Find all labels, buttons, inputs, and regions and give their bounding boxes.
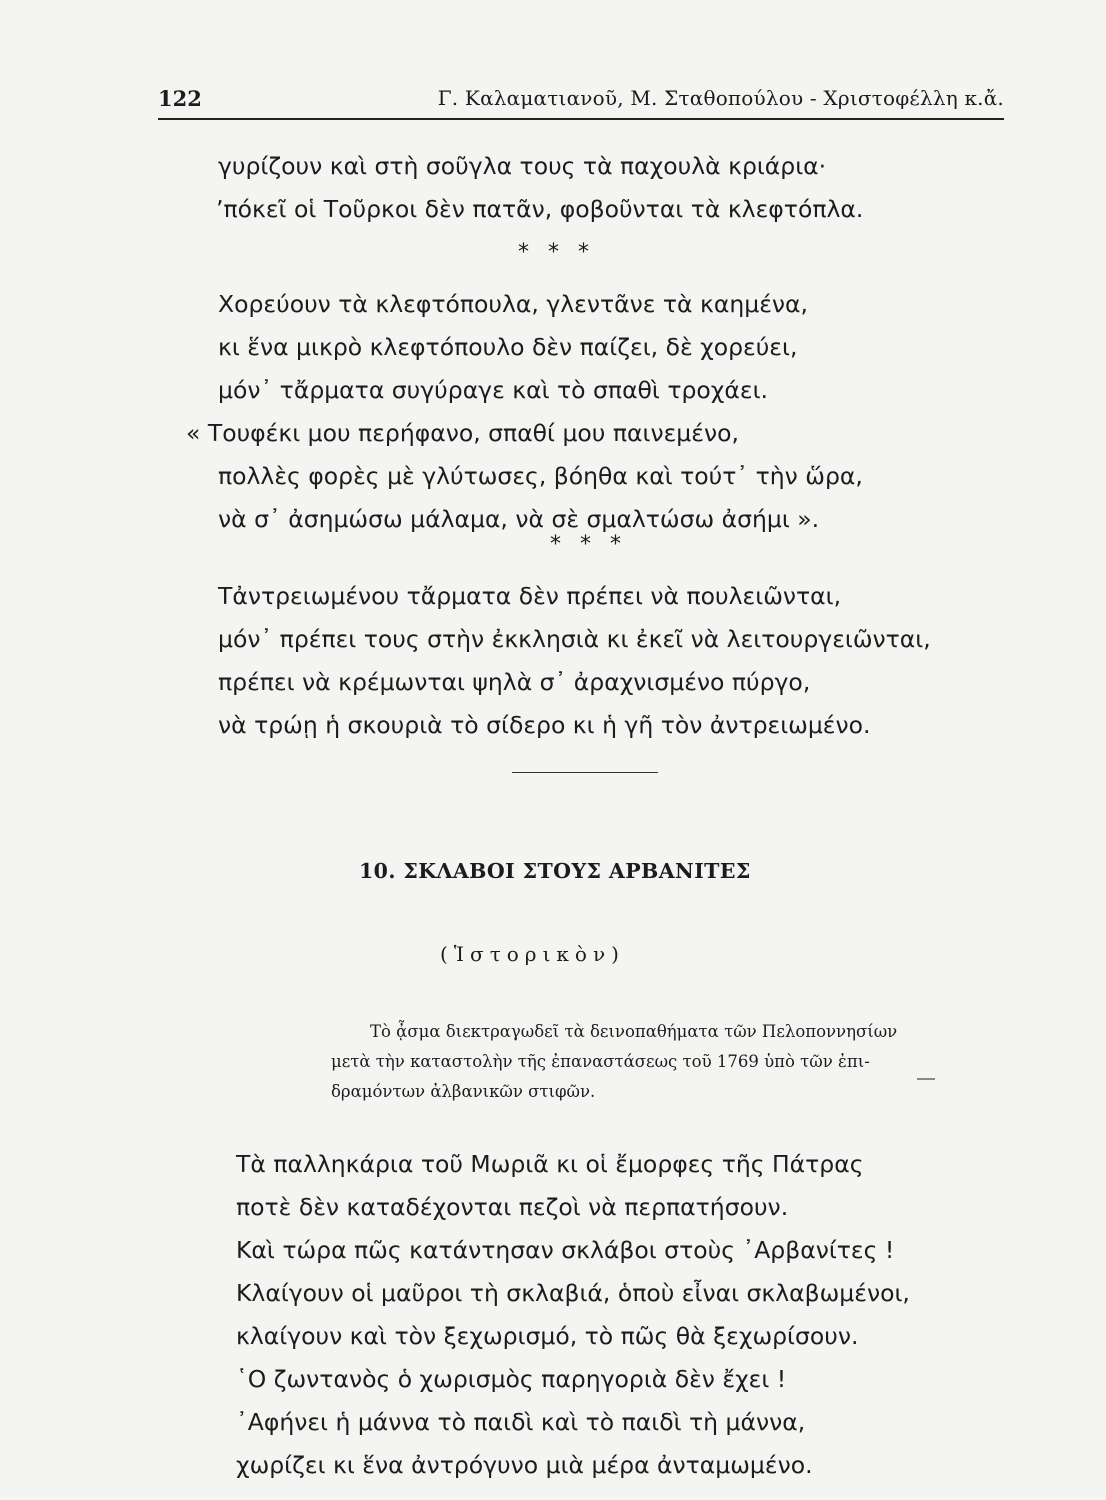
verse-line: ποτὲ δὲν καταδέχονται πεζοὶ νὰ περπατήσουν. [236, 1193, 789, 1221]
verse-line: Κλαίγουν οἱ μαῦροι τὴ σκλαβιά, ὁποὺ εἶναι σκλαβωμένοι, [236, 1279, 910, 1307]
verse-line: κλαίγουν καὶ τὸν ξεχωρισμό, τὸ πῶς θὰ ξεχωρίσουν. [236, 1322, 859, 1350]
note-line: μετὰ τὴν καταστολὴν τῆς ἐπαναστάσεως τοῦ 1769 ὑπὸ τῶν ἐπι- [331, 1052, 870, 1071]
verse-line: ᾿Αφήνει ἡ μάννα τὸ παιδὶ καὶ τὸ παιδὶ τὴ μάννα, [236, 1408, 806, 1436]
verse-line: « Τουφέκι μου περήφανο, σπαθί μου παινεμένο, [186, 419, 739, 447]
page-number: 122 [158, 86, 202, 111]
verse-line: Χορεύουν τὰ κλεφτόπουλα, γλεντᾶνε τὰ καημένα, [218, 290, 808, 318]
verse-line: ῾Ο ζωντανὸς ὁ χωρισμὸς παρηγοριὰ δὲν ἔχει ! [236, 1365, 787, 1393]
verse-line: νὰ τρώῃ ἡ σκουριὰ τὸ σίδερο κι ἡ γῆ τὸν ἀντρειωμένο. [218, 711, 871, 739]
verse-line: νὰ σ᾿ ἀσημώσω μάλαμα, νὰ σὲ σμαλτώσω ἀσήμι ». [218, 505, 820, 533]
ink-smudge [917, 1078, 935, 1080]
note-line: δραμόντων ἀλβανικῶν στιφῶν. [331, 1082, 596, 1101]
verse-line: πολλὲς φορὲς μὲ γλύτωσες, βόηθα καὶ τούτ᾿ τὴν ὥρα, [218, 462, 863, 490]
section-title: 10. ΣΚΛΑΒΟΙ ΣΤΟΥΣ ΑΡΒΑΝΙΤΕΣ [359, 859, 751, 883]
verse-line: πρέπει νὰ κρέμωνται ψηλὰ σ᾿ ἀραχνισμένο πύργο, [218, 668, 811, 696]
page-header [158, 84, 1004, 120]
verse-line: Τὰ παλληκάρια τοῦ Μωριᾶ κι οἱ ἔμορφες τῆς Πάτρας [236, 1150, 864, 1178]
note-line: Τὸ ᾆσμα διεκτραγωδεῖ τὰ δεινοπαθήματα τῶν Πελοποννησίων [370, 1022, 898, 1041]
verse-line: μόν᾿ πρέπει τους στὴν ἐκκλησιὰ κι ἐκεῖ νὰ λειτουργειῶνται, [218, 625, 931, 653]
verse-line: Καὶ τώρα πῶς κατάντησαν σκλάβοι στοὺς ᾿Αρβανίτες ! [236, 1236, 895, 1264]
section-divider [512, 772, 658, 773]
verse-line: γυρίζουν καὶ στὴ σοῦγλα τους τὰ παχουλὰ κριάρια· [218, 152, 827, 180]
verse-line: χωρίζει κι ἕνα ἀντρόγυνο μιὰ μέρα ἀνταμωμένο. [236, 1451, 813, 1479]
verse-line: κι ἕνα μικρὸ κλεφτόπουλο δὲν παίζει, δὲ χορεύει, [218, 333, 798, 361]
stanza-separator: * * * [518, 240, 595, 265]
verse-line: ʼπόκεῖ οἱ Τοῦρκοι δὲν πατᾶν, φοβοῦνται τὰ κλεφτόπλα. [216, 195, 864, 223]
verse-line: μόν᾿ τἄρματα συγύραγε καὶ τὸ σπαθὶ τροχάει. [218, 376, 768, 404]
running-title: Γ. Καλαματιανοῦ, Μ. Σταθοπούλου - Χριστοφέλλη κ.ἄ. [437, 86, 1004, 110]
verse-line: Τἀντρειωμένου τἄρματα δὲν πρέπει νὰ πουλειῶνται, [218, 582, 842, 610]
section-subtitle: (Ἱστορικὸν) [440, 942, 625, 966]
stanza-separator: * * * [550, 532, 627, 557]
